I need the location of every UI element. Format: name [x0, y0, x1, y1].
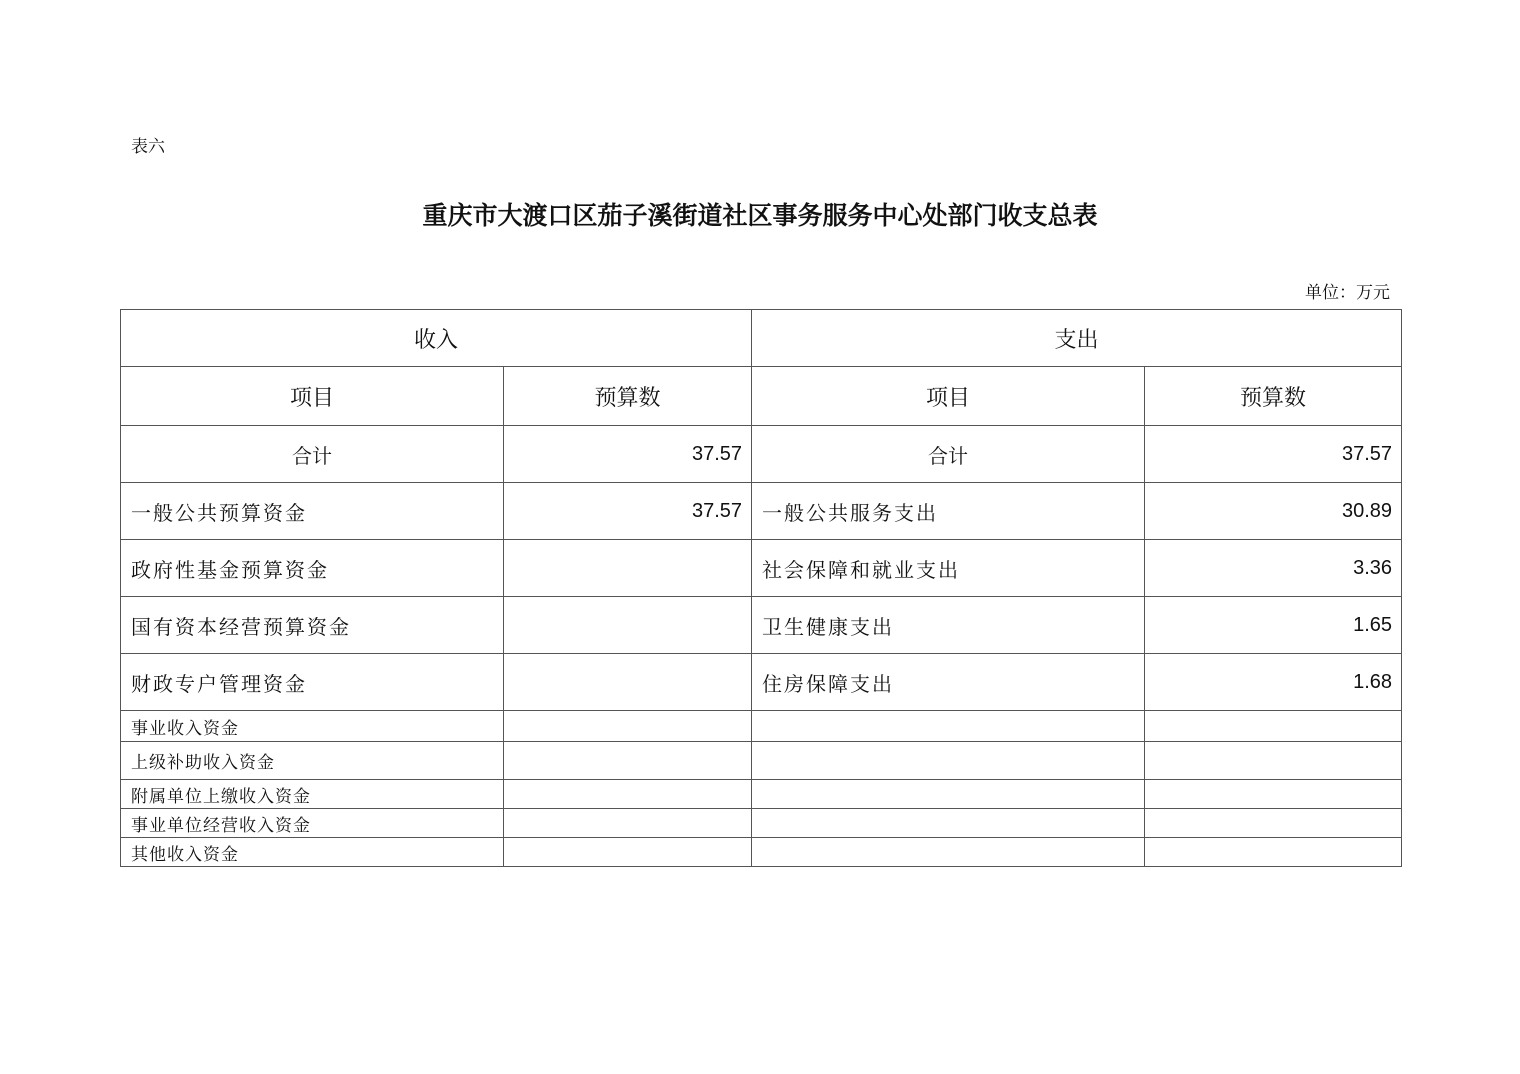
- expense-item: 一般公共服务支出: [752, 483, 1145, 540]
- income-value: [504, 654, 752, 711]
- income-item: 事业单位经营收入资金: [121, 809, 504, 838]
- expense-value: [1145, 742, 1402, 780]
- table-row: [121, 654, 1402, 711]
- table-row: [121, 742, 1402, 780]
- income-value: [504, 780, 752, 809]
- expense-item: 住房保障支出: [752, 654, 1145, 711]
- income-item-header: 项目: [121, 367, 504, 426]
- budget-summary-table: [120, 309, 1402, 867]
- expense-value: [1145, 809, 1402, 838]
- table-row: [121, 780, 1402, 809]
- table-row: [121, 809, 1402, 838]
- income-header: 收入: [121, 310, 752, 367]
- total-row: [121, 426, 1402, 483]
- table-row: [121, 483, 1402, 540]
- income-budget-header: 预算数: [504, 367, 752, 426]
- table-row: [121, 838, 1402, 867]
- income-value: [504, 711, 752, 742]
- expense-value: 1.68: [1145, 654, 1402, 711]
- expense-item: [752, 711, 1145, 742]
- table-number-label: 表六: [131, 137, 165, 157]
- income-item: 政府性基金预算资金: [121, 540, 504, 597]
- income-value: [504, 809, 752, 838]
- income-value: 37.57: [504, 483, 752, 540]
- income-value: [504, 597, 752, 654]
- income-item: 国有资本经营预算资金: [121, 597, 504, 654]
- group-header-row: [121, 310, 1402, 367]
- expense-item: [752, 742, 1145, 780]
- income-total-label: 合计: [121, 426, 504, 483]
- income-item: 附属单位上缴收入资金: [121, 780, 504, 809]
- expense-item: 社会保障和就业支出: [752, 540, 1145, 597]
- expense-item: [752, 809, 1145, 838]
- expense-item: [752, 838, 1145, 867]
- income-value: [504, 742, 752, 780]
- expense-value: 1.65: [1145, 597, 1402, 654]
- table-row: [121, 711, 1402, 742]
- expense-value: 3.36: [1145, 540, 1402, 597]
- table-row: [121, 597, 1402, 654]
- expense-item-header: 项目: [752, 367, 1145, 426]
- income-item: 事业收入资金: [121, 711, 504, 742]
- expense-value: [1145, 838, 1402, 867]
- expense-item: 卫生健康支出: [752, 597, 1145, 654]
- page-title: 重庆市大渡口区茄子溪街道社区事务服务中心处部门收支总表: [422, 201, 1098, 230]
- income-item: 财政专户管理资金: [121, 654, 504, 711]
- expense-value: 30.89: [1145, 483, 1402, 540]
- expense-total-label: 合计: [752, 426, 1145, 483]
- column-header-row: [121, 367, 1402, 426]
- income-value: [504, 540, 752, 597]
- expense-header: 支出: [752, 310, 1402, 367]
- income-total-value: 37.57: [504, 426, 752, 483]
- unit-label: 单位：万元: [1305, 283, 1390, 303]
- expense-total-value: 37.57: [1145, 426, 1402, 483]
- income-item: 其他收入资金: [121, 838, 504, 867]
- expense-item: [752, 780, 1145, 809]
- expense-value: [1145, 780, 1402, 809]
- table-row: [121, 540, 1402, 597]
- expense-budget-header: 预算数: [1145, 367, 1402, 426]
- income-value: [504, 838, 752, 867]
- income-item: 一般公共预算资金: [121, 483, 504, 540]
- expense-value: [1145, 711, 1402, 742]
- income-item: 上级补助收入资金: [121, 742, 504, 780]
